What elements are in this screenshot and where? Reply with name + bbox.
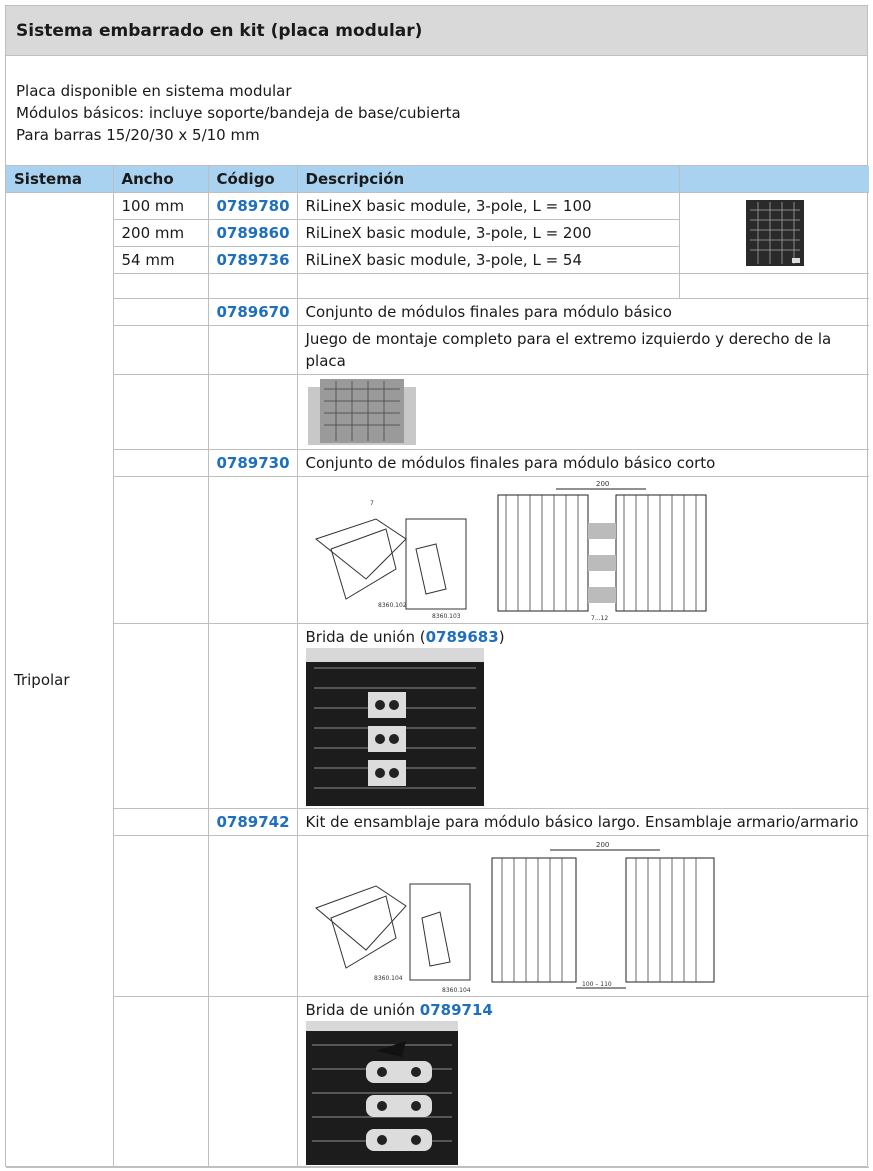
description-cell: Kit de ensamblaje para módulo básico largo. Ensamblaje armario/armario: [297, 809, 869, 836]
basic-module-image-cell: [679, 193, 869, 274]
bridle-caption: Brida de unión (0789683): [305, 628, 505, 646]
col-header-descripcion: Descripción: [297, 166, 679, 193]
table-row: [6, 299, 869, 326]
code-link[interactable]: 0789742: [208, 809, 297, 836]
assembly-drawing-short: [306, 479, 710, 621]
table-row: [6, 326, 869, 375]
drawing-label: 8360.104: [441, 987, 471, 994]
description-cell: RiLineX basic module, 3-pole, L = 54: [297, 247, 679, 274]
ancho-cell: 100 mm: [113, 193, 208, 220]
bridle-cell: [297, 624, 869, 809]
end-set-image-cell: [297, 375, 869, 450]
col-header-image: [679, 166, 869, 193]
dimension-label: 200: [595, 841, 609, 849]
bridle-cell: [297, 997, 869, 1168]
drawing-label: 7: [369, 500, 374, 507]
intro-line: Para barras 15/20/30 x 5/10 mm: [16, 126, 260, 144]
code-link[interactable]: 0789670: [208, 299, 297, 326]
product-table: [6, 166, 869, 1168]
bridle-caption: Brida de unión 0789714: [305, 1001, 493, 1019]
code-link[interactable]: 0789730: [208, 450, 297, 477]
table-row-image: [6, 624, 869, 809]
basic-module-image: [680, 196, 870, 270]
table-row-image: [6, 997, 869, 1168]
table-header-row: [6, 166, 869, 193]
bridle-image: [306, 1021, 458, 1165]
drawing-label: 8360.104: [373, 975, 403, 982]
end-set-image: [306, 377, 418, 447]
table-row-image: [6, 836, 869, 997]
intro-line: Módulos básicos: incluye soporte/bandeja de base/cubierta: [16, 104, 461, 122]
code-link[interactable]: 0789714: [419, 1001, 493, 1019]
dimension-label: 200: [595, 480, 609, 488]
description-cell: Conjunto de módulos finales para módulo básico corto: [297, 450, 869, 477]
description-cell: RiLineX basic module, 3-pole, L = 100: [297, 193, 679, 220]
dimension-label: 100 – 110: [581, 981, 612, 988]
sheet-title: Sistema embarrado en kit (placa modular): [6, 6, 867, 56]
code-link[interactable]: 0789860: [208, 220, 297, 247]
intro-line: Placa disponible en sistema modular: [16, 82, 292, 100]
bridle-image: [306, 648, 484, 806]
table-row-empty: [6, 274, 869, 299]
dimension-label: 7...12: [590, 615, 608, 621]
code-link[interactable]: 0789736: [208, 247, 297, 274]
ancho-cell: 54 mm: [113, 247, 208, 274]
table-row-image: [6, 375, 869, 450]
description-detail: Juego de montaje completo para el extremo izquierdo y derecho de la placa: [297, 326, 869, 375]
intro-text: [6, 56, 867, 166]
drawing-long-cell: [297, 836, 869, 997]
assembly-drawing-long: [306, 838, 716, 994]
sistema-cell: Tripolar: [6, 193, 113, 1168]
ancho-cell: 200 mm: [113, 220, 208, 247]
code-link[interactable]: 0789683: [425, 628, 499, 646]
col-header-codigo: Código: [208, 166, 297, 193]
drawing-label: 8360.102: [377, 602, 407, 609]
col-header-ancho: Ancho: [113, 166, 208, 193]
table-row: [6, 450, 869, 477]
table-row-image: [6, 477, 869, 624]
description-cell: Conjunto de módulos finales para módulo básico: [297, 299, 869, 326]
table-row: [6, 193, 869, 220]
description-cell: RiLineX basic module, 3-pole, L = 200: [297, 220, 679, 247]
drawing-label: 8360.103: [431, 613, 461, 620]
code-link[interactable]: 0789780: [208, 193, 297, 220]
table-row: [6, 809, 869, 836]
product-sheet: [5, 5, 868, 1167]
col-header-sistema: Sistema: [6, 166, 113, 193]
drawing-short-cell: [297, 477, 869, 624]
